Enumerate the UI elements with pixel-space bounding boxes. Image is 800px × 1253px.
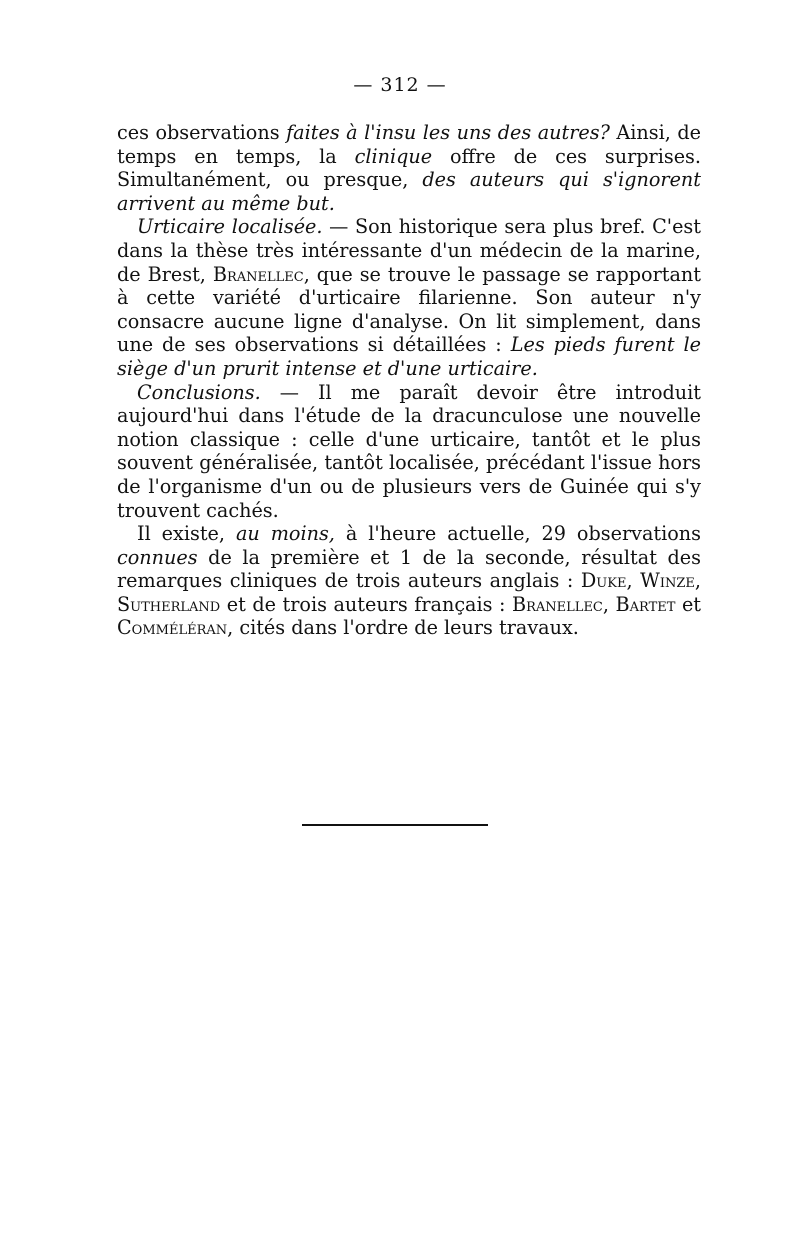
italic-span: au moins, (235, 522, 335, 546)
author-name: Branellec (212, 262, 304, 286)
italic-span: connues (117, 545, 198, 569)
italic-span: clinique (354, 144, 433, 168)
section-heading-conclusions: Conclusions. (137, 380, 261, 404)
text-span: — Il me paraît devoir être introduit aujourd'hui dans l'étude de la dracunculose une nouvelle notion classique : celle d'une urticaire, tantôt et le plus souvent généralisée, tantôt localisée, précédant l'issue hors de l'organisme d'un ou de plusieurs vers de Guinée qui s'y trouvent cachés. (117, 380, 701, 522)
text-span: offre de ces surprises. Simultanément, ou presque, (117, 144, 701, 192)
text-span: et (675, 592, 702, 616)
author-name: Branellec (512, 592, 603, 616)
text-span: , cités dans l'ordre de leurs travaux. (227, 616, 579, 640)
text-span: , (694, 569, 701, 593)
italic-span: des auteurs qui s'ignorent arrivent au même but. (117, 168, 701, 215)
author-name: Duke (580, 569, 627, 593)
body-text (117, 121, 701, 640)
text-span: et de trois auteurs français : (220, 592, 513, 616)
italic-span: faites à l'insu les uns des autres? (286, 121, 610, 144)
paragraph-1 (117, 121, 701, 215)
text-span: ces observations (117, 121, 287, 144)
paragraph-2 (117, 215, 701, 380)
author-name: Bartet (615, 592, 676, 616)
text-span: , (626, 569, 641, 593)
text-span: Il existe, (137, 522, 236, 546)
text-span: , (602, 592, 616, 616)
section-end-rule (302, 824, 488, 826)
section-heading-urticaire: Urticaire localisée. (137, 215, 323, 239)
paragraph-3 (117, 381, 701, 523)
text-span: — Son historique sera plus bref. C'est dans la thèse très intéressante d'un médecin de la marine, de Brest, (117, 215, 701, 286)
italic-quote: Les pieds furent le siège d'un prurit intense et d'une urticaire. (117, 333, 701, 380)
page-number: — 312 — (353, 74, 447, 96)
paragraph-4 (117, 522, 701, 640)
author-name: Winze (640, 569, 695, 593)
text-span: , que se trouve le passage se rapportant à cette variété d'urticaire filarienne. Son auteur n'y consacre aucune ligne d'analyse. On lit simplement, dans une de ses observations si détaillées : (117, 262, 701, 357)
author-name: Sutherland (117, 592, 221, 616)
author-name: Comméléran (117, 616, 228, 640)
text-span: de la première et 1 de la seconde, résultat des remarques cliniques de trois auteurs anglais : (117, 545, 701, 593)
text-span: à l'heure actuelle, 29 observations (334, 522, 701, 546)
text-span: Ainsi, de temps en temps, la (117, 121, 701, 168)
